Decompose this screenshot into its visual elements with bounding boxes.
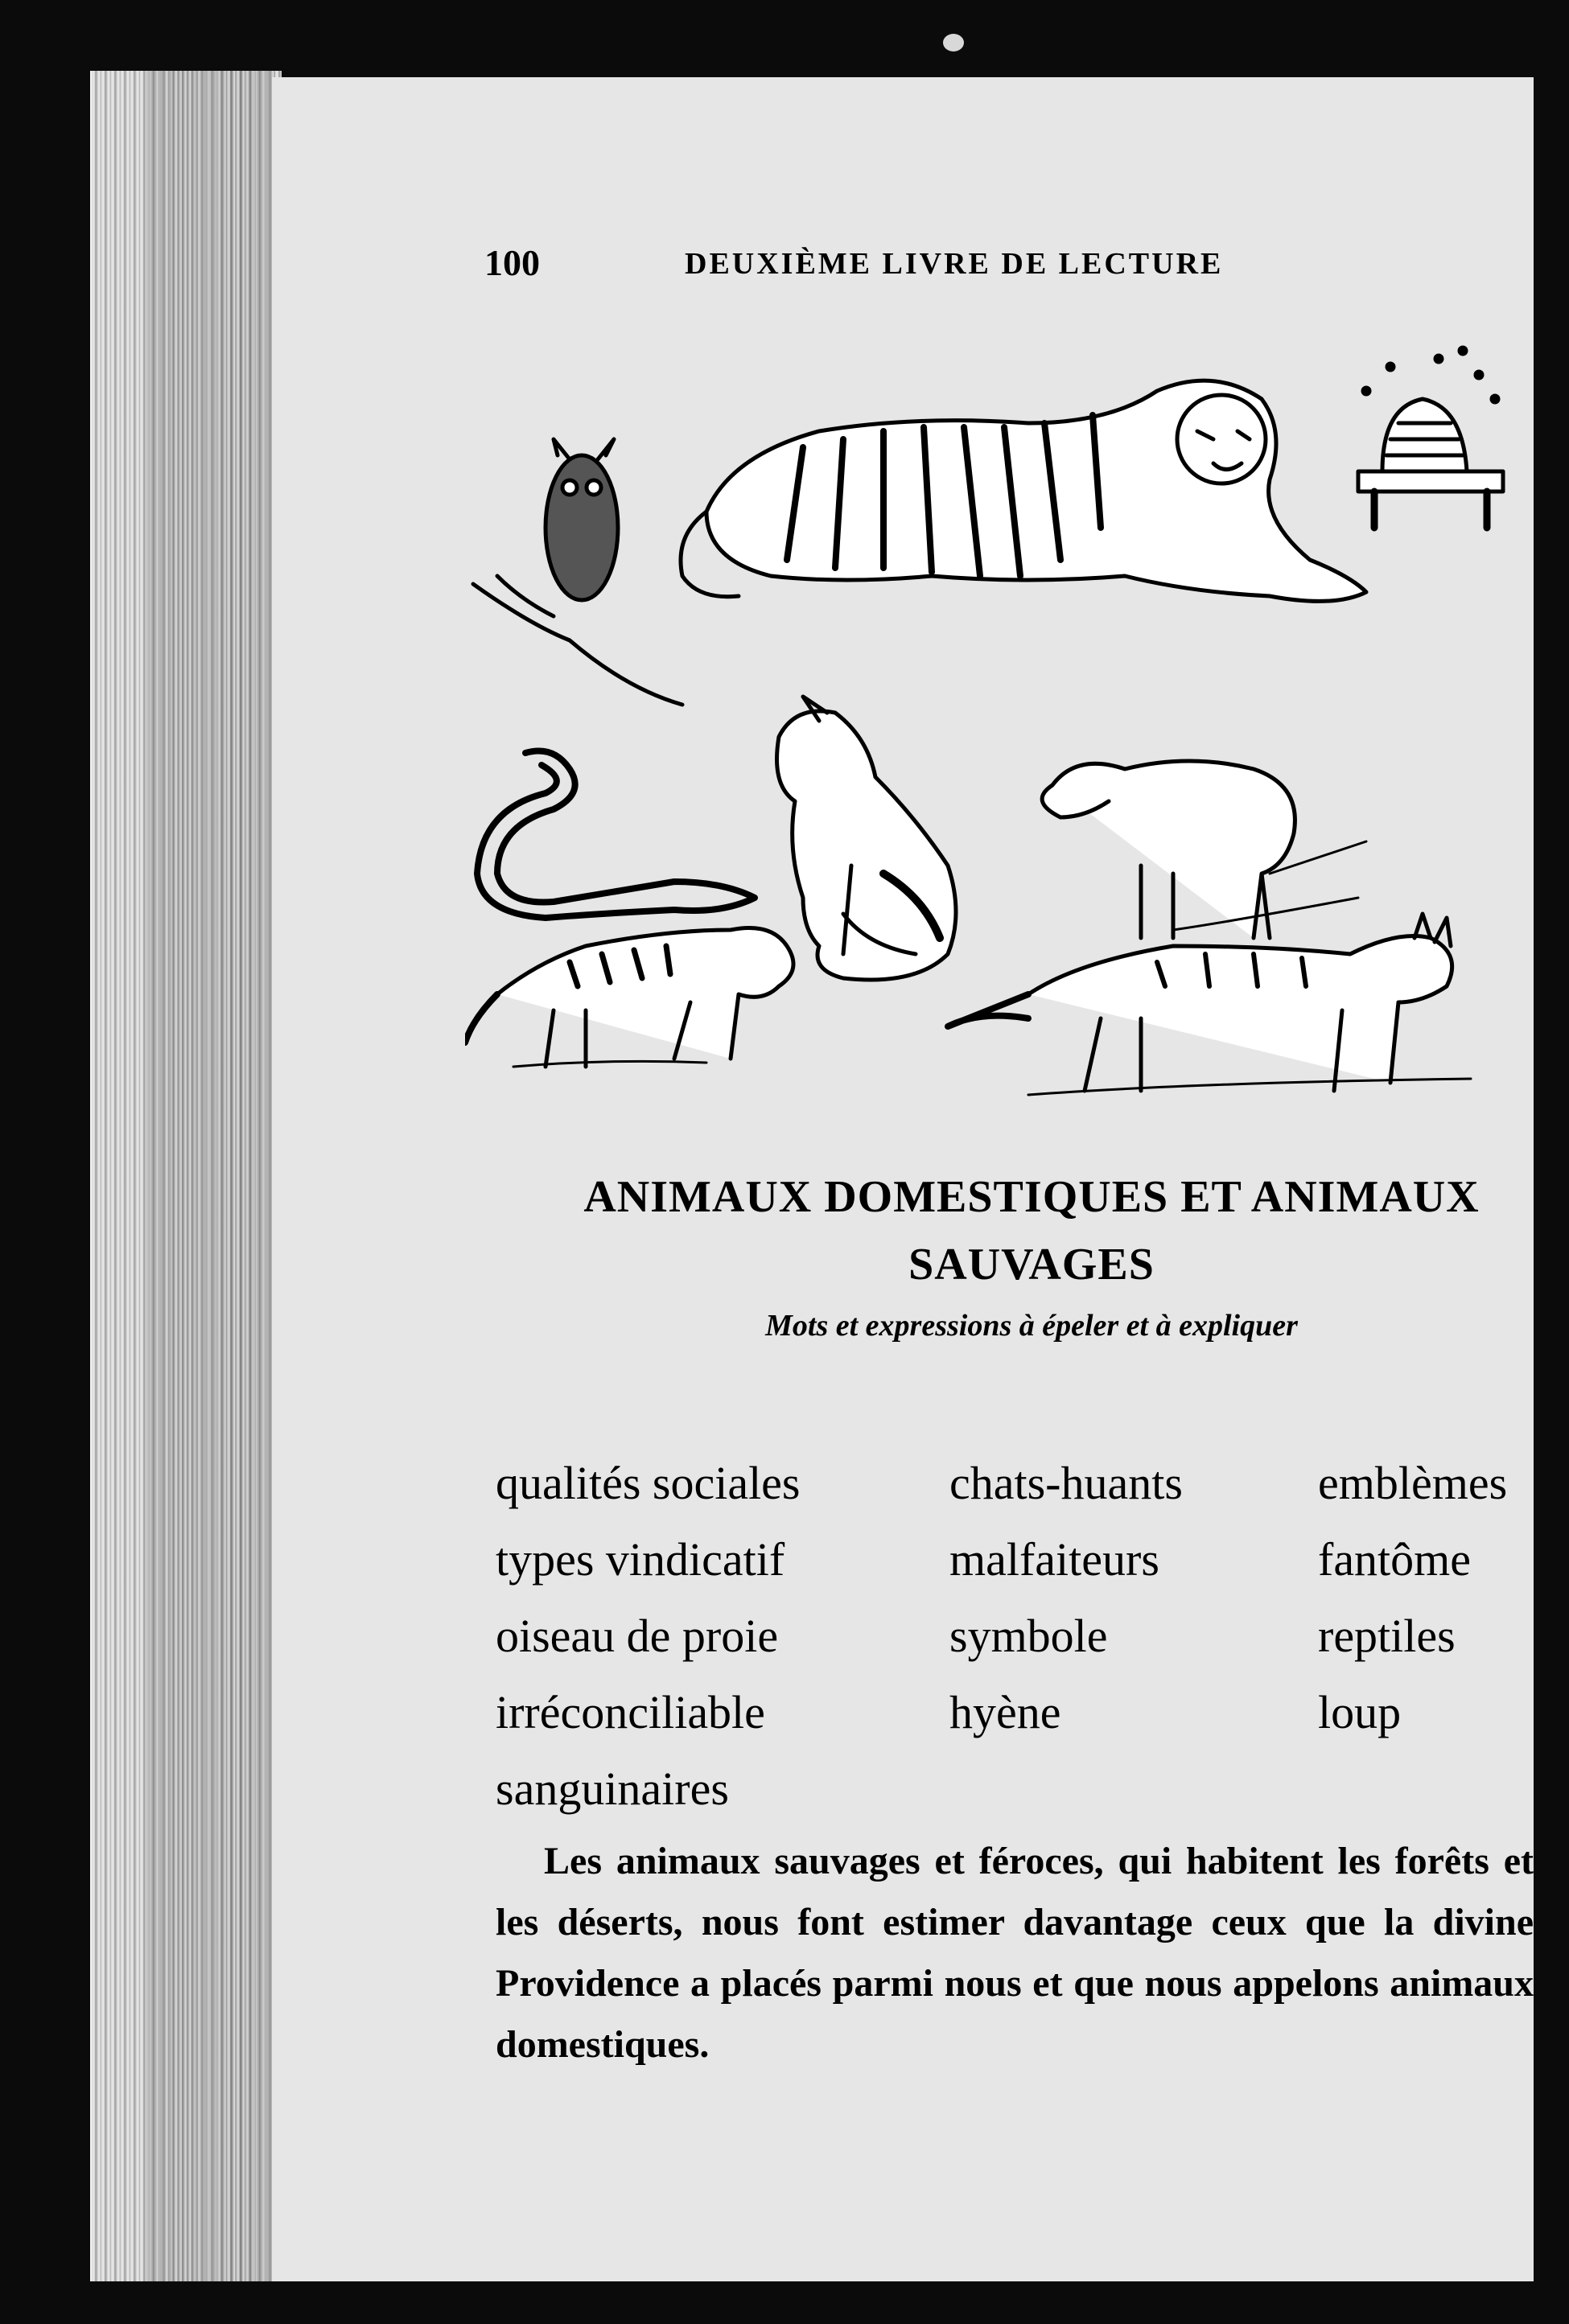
vocabulary-word: sanguinaires bbox=[496, 1763, 729, 1815]
vocabulary-word: oiseau de proie bbox=[496, 1610, 779, 1662]
lesson-subtitle: Mots et expressions à épeler et à expliquer bbox=[765, 1309, 1298, 1343]
wolf-drawing bbox=[948, 914, 1471, 1095]
owl-drawing bbox=[473, 439, 682, 705]
vocabulary-word: emblèmes bbox=[1318, 1457, 1508, 1509]
vocabulary-column-3 bbox=[1318, 1445, 1507, 1750]
title-line-2: SAUVAGES bbox=[908, 1240, 1155, 1290]
vocabulary-column-2 bbox=[949, 1445, 1183, 1750]
dog-drawing bbox=[777, 697, 957, 980]
body-paragraph: Les animaux sauvages et féroces, qui habitent les forêts et les déserts, nous font estimer davantage ceux que la divine Providence a placés parmi nous et que nous appelons animaux domestiques. bbox=[496, 1840, 1534, 2066]
hyena-drawing bbox=[465, 928, 793, 1067]
vocabulary-word: qualités sociales bbox=[496, 1457, 801, 1509]
lesson-title bbox=[272, 1163, 1534, 1298]
tiger-drawing bbox=[681, 380, 1366, 601]
vocabulary-word: symbole bbox=[949, 1610, 1108, 1662]
vocabulary-word: chats-huants bbox=[949, 1457, 1183, 1509]
running-head: DEUXIÈME LIVRE DE LECTURE bbox=[685, 247, 1224, 281]
vocabulary-word: loup bbox=[1318, 1686, 1402, 1738]
vocabulary-column-1 bbox=[496, 1445, 801, 1827]
beehive-drawing bbox=[1358, 348, 1503, 528]
animals-illustration bbox=[465, 319, 1519, 1220]
vocabulary-word: malfaiteurs bbox=[949, 1533, 1159, 1586]
snake-drawing bbox=[477, 751, 755, 919]
vocabulary-word: irréconciliable bbox=[496, 1686, 765, 1738]
vocabulary-word: fantôme bbox=[1318, 1533, 1472, 1586]
book-page bbox=[272, 77, 1534, 2281]
dust-speck bbox=[943, 34, 964, 51]
page-header bbox=[272, 241, 1534, 290]
page-edge-shading bbox=[146, 71, 275, 2281]
vocabulary-word: hyène bbox=[949, 1686, 1061, 1738]
page-number: 100 bbox=[484, 242, 540, 283]
vocabulary-word: types vindicatif bbox=[496, 1533, 785, 1586]
vocabulary-word: reptiles bbox=[1318, 1610, 1456, 1662]
sheep-drawing bbox=[1042, 761, 1366, 938]
title-line-1: ANIMAUX DOMESTIQUES ET ANIMAUX bbox=[583, 1172, 1480, 1222]
